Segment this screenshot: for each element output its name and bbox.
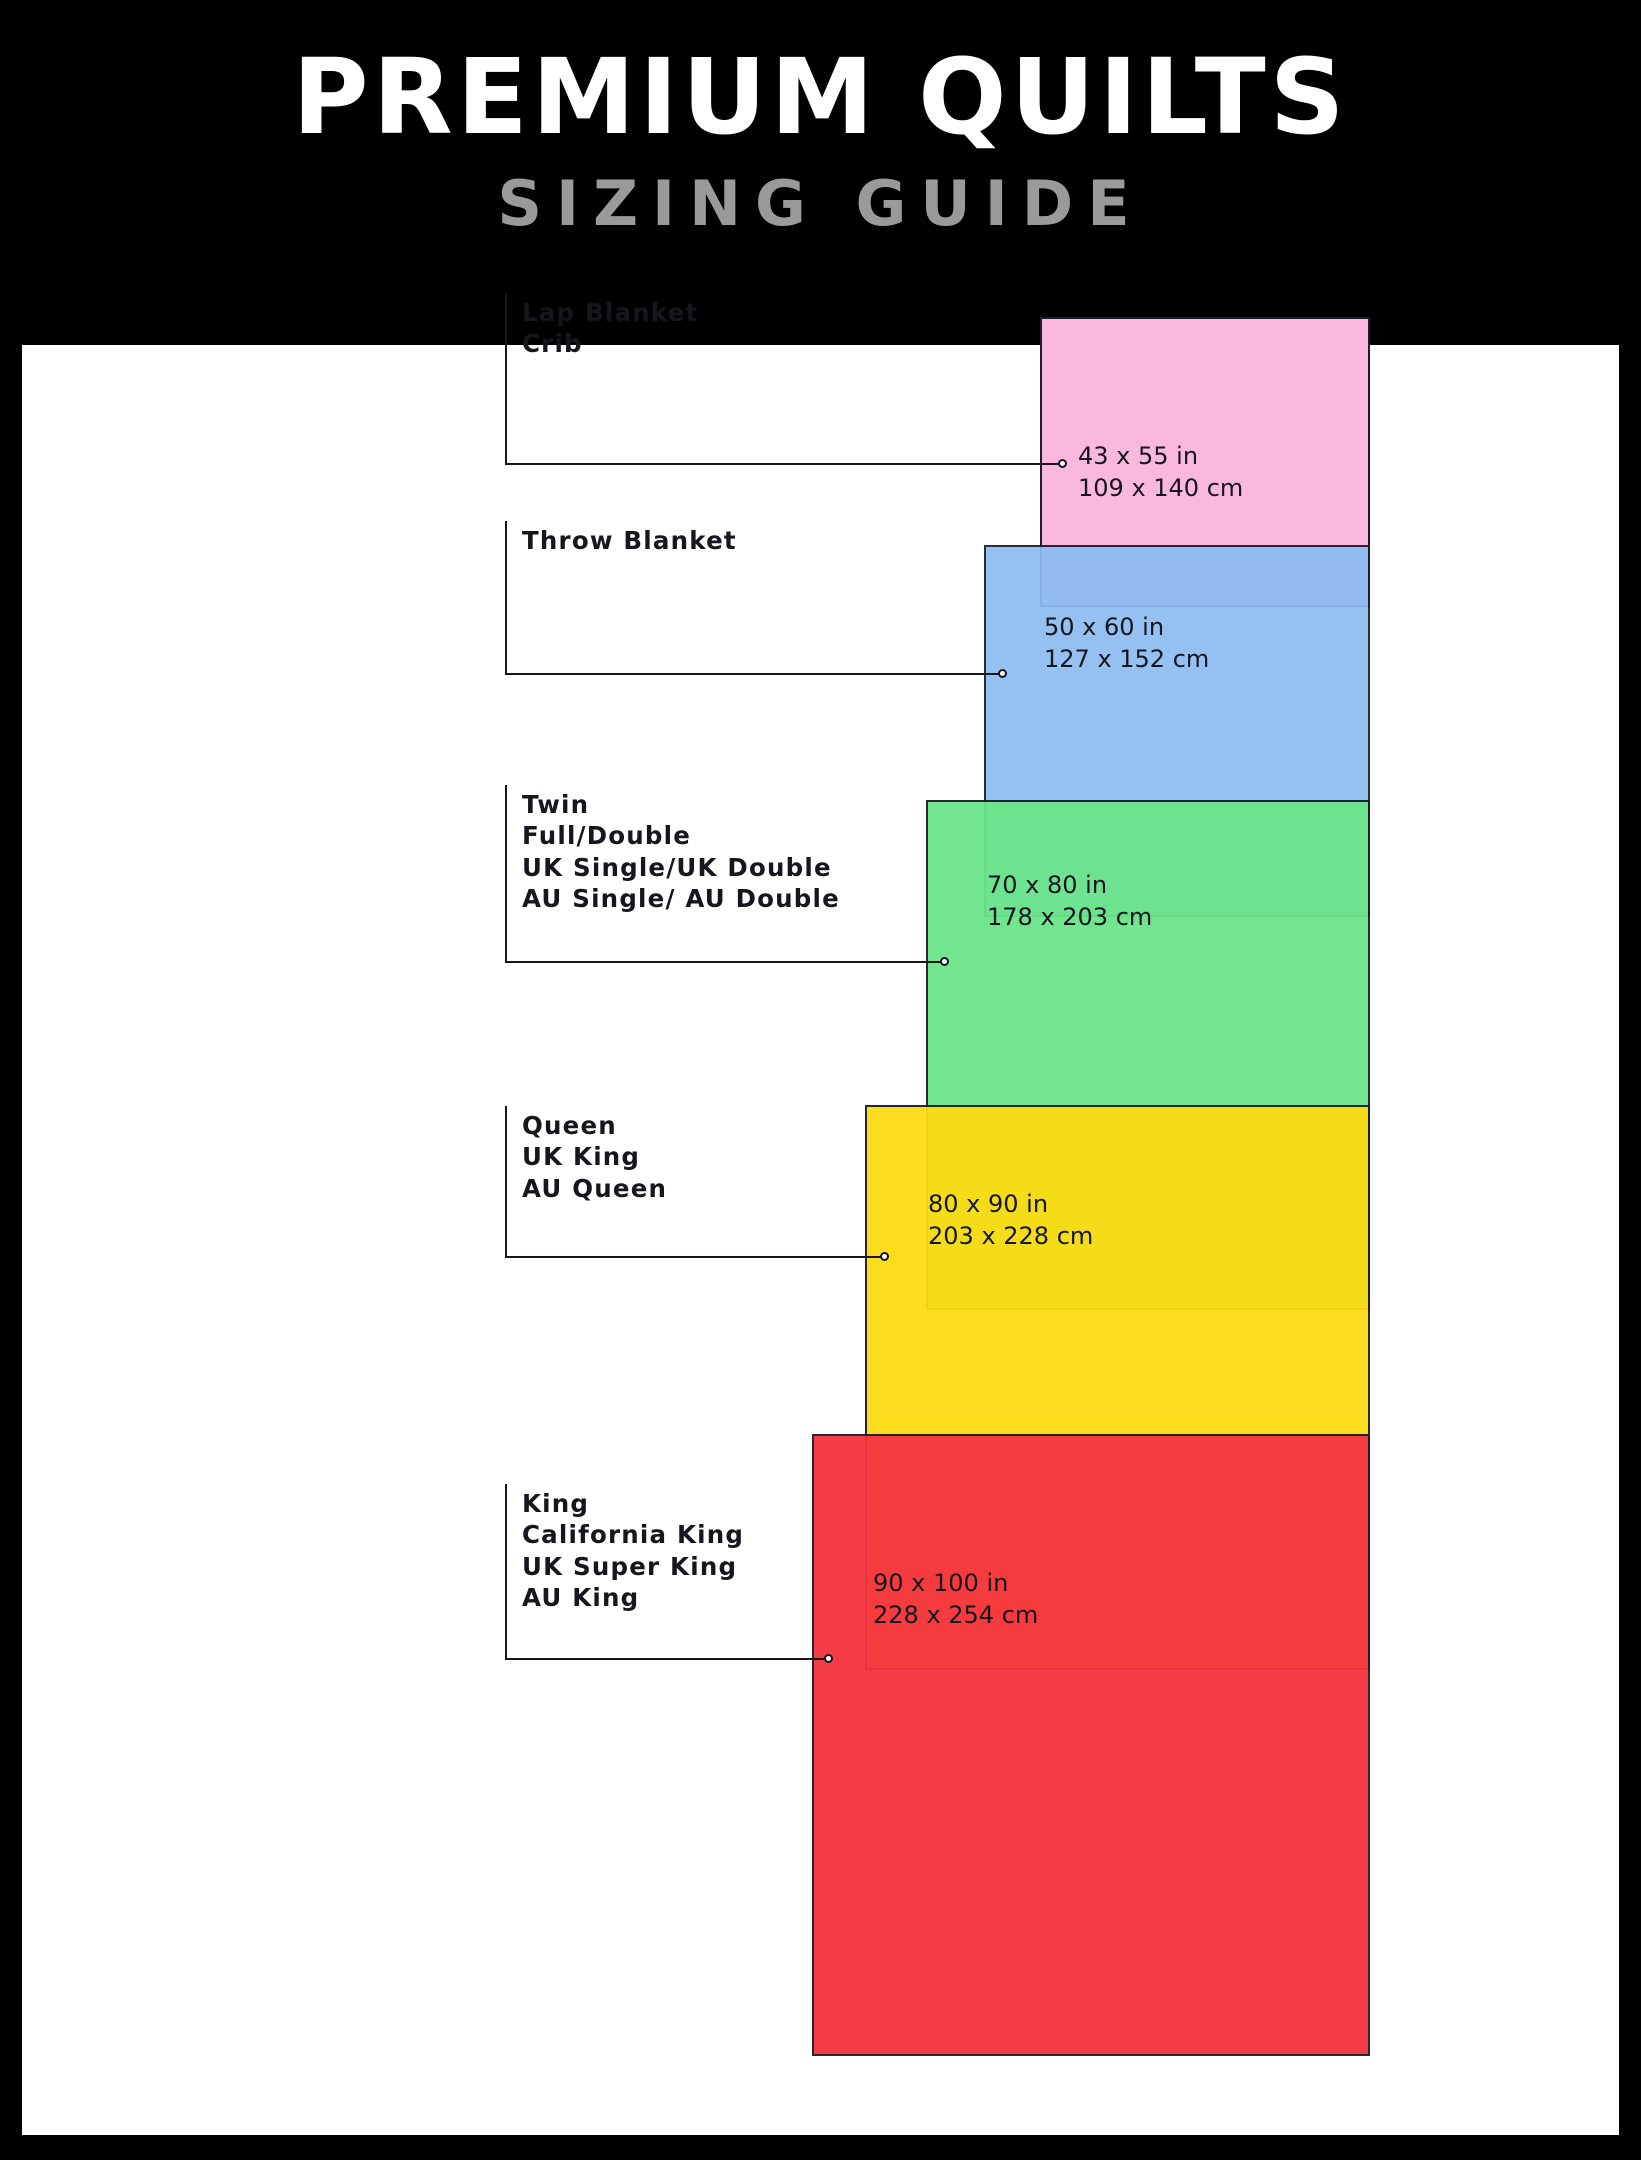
- dimension-inches-queen: 80 x 90 in: [928, 1190, 1049, 1218]
- label-group-throw-blanket: [522, 525, 737, 556]
- size-comparison-diagram: [22, 298, 1619, 2135]
- label-group-lap-blanket-crib: [522, 297, 698, 360]
- dimension-throw-blanket: [1044, 611, 1209, 676]
- label-uk-king: UK King: [522, 1142, 641, 1172]
- dimension-cm-twin: 178 x 203 cm: [987, 903, 1153, 932]
- label-uk-single-uk-double: UK Single/UK Double: [522, 852, 832, 882]
- label-au-king: AU King: [522, 1583, 640, 1613]
- label-full-double: Full/Double: [522, 821, 692, 851]
- label-king: King: [522, 1489, 590, 1518]
- page-subtitle: SIZING GUIDE: [497, 167, 1144, 240]
- dimension-king-california-king: [873, 1567, 1038, 1632]
- dimension-inches-king: 90 x 100 in: [873, 1569, 1009, 1597]
- dimension-inches-lap: 43 x 55 in: [1078, 442, 1199, 470]
- label-twin: Twin: [522, 790, 590, 819]
- label-california-king: California King: [522, 1520, 745, 1550]
- dimension-cm-queen: 203 x 228 cm: [928, 1222, 1094, 1251]
- dimension-inches-throw: 50 x 60 in: [1044, 613, 1165, 641]
- page-title: PREMIUM QUILTS: [292, 36, 1349, 158]
- size-rect-king-california-king: [812, 1434, 1370, 2056]
- dimension-lap-blanket-crib: [1078, 440, 1243, 505]
- label-group-king-california-king: [522, 1488, 744, 1613]
- dimension-cm-king: 228 x 254 cm: [873, 1601, 1039, 1630]
- dimension-cm-lap: 109 x 140 cm: [1078, 474, 1244, 503]
- header-banner: [0, 0, 1641, 330]
- label-group-twin-full-double: [522, 789, 840, 914]
- label-lap-blanket: Lap Blanket: [522, 298, 699, 327]
- dimension-twin-full-double: [987, 869, 1152, 934]
- diagram-canvas: [22, 298, 1619, 2135]
- label-queen: Queen: [522, 1111, 617, 1140]
- dimension-inches-twin: 70 x 80 in: [987, 871, 1108, 899]
- dimension-queen-uk-king: [928, 1188, 1093, 1253]
- label-crib: Crib: [522, 329, 583, 359]
- label-au-single-au-double: AU Single/ AU Double: [522, 884, 840, 914]
- label-throw-blanket: Throw Blanket: [522, 526, 737, 555]
- dimension-cm-throw: 127 x 152 cm: [1044, 645, 1210, 674]
- label-group-queen-uk-king: [522, 1110, 667, 1204]
- label-au-queen: AU Queen: [522, 1173, 668, 1203]
- label-uk-super-king: UK Super King: [522, 1551, 738, 1581]
